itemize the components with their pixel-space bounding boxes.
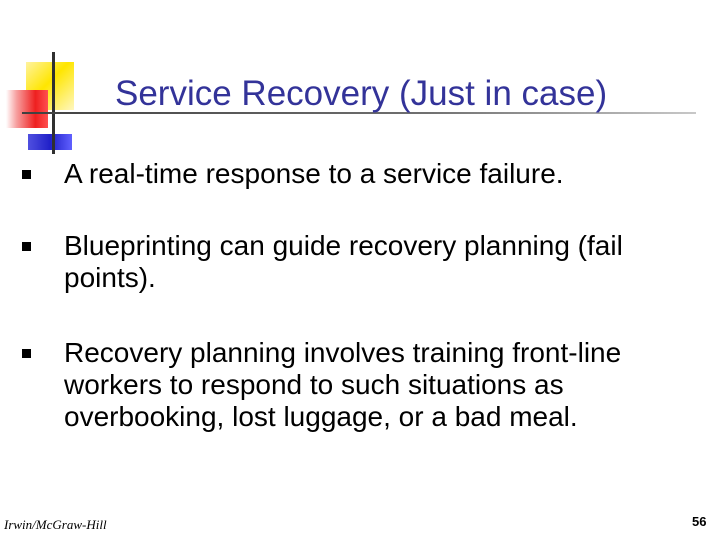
bullet-item — [22, 337, 702, 433]
bullet-text: Blueprinting can guide recovery planning (fail points). — [64, 230, 623, 293]
bullet-text: Recovery planning involves training front-line workers to respond to such situations as overbooking, lost luggage, or a bad meal. — [64, 337, 622, 432]
square-bullet-icon — [22, 349, 31, 358]
logo-red-square — [6, 90, 48, 128]
logo-vertical-line — [52, 52, 55, 154]
bullet-item — [22, 158, 702, 190]
slide-title: Service Recovery (Just in case) — [115, 74, 608, 113]
footer-publisher: Irwin/McGraw-Hill — [4, 517, 107, 532]
slide-logo-decoration — [0, 50, 120, 140]
logo-blue-bar — [28, 134, 72, 150]
page-number: 56 — [692, 514, 707, 529]
square-bullet-icon — [22, 170, 31, 179]
bullet-text: A real-time response to a service failure. — [64, 158, 564, 189]
square-bullet-icon — [22, 242, 31, 251]
bullet-item — [22, 230, 702, 294]
bullet-list — [22, 158, 702, 433]
